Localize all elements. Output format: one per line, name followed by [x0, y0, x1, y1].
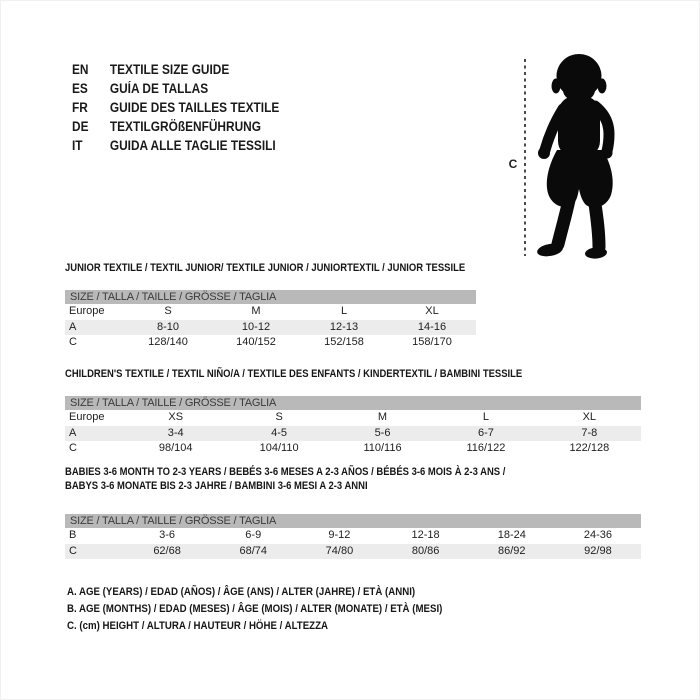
cell: 6-9	[245, 529, 262, 541]
cell: 62/68	[153, 544, 181, 557]
language-code: FR	[72, 100, 88, 115]
table-size-header: SIZE / TALLA / TAILLE / GRÖSSE / TAGLIA	[65, 514, 641, 528]
cell: M	[251, 305, 261, 317]
table-row	[65, 335, 476, 351]
language-label: TEXTILGRÖßENFÜHRUNG	[109, 119, 261, 134]
language-row	[72, 60, 279, 79]
cell: L	[340, 305, 348, 317]
cell: 98/104	[158, 442, 193, 454]
cell: 9-12	[328, 529, 351, 541]
cell: 14-16	[417, 320, 447, 333]
cell: 74/80	[325, 544, 354, 557]
cell: 128/140	[148, 336, 188, 348]
legend	[67, 584, 494, 635]
language-row	[72, 79, 279, 98]
cell: 110/116	[363, 442, 402, 454]
cell: XS	[168, 411, 184, 423]
table-title-line2: BABYS 3-6 MONATE BIS 2-3 JAHRE / BAMBINI 3-6 MESI A 2-3 ANNI	[65, 480, 368, 492]
language-list	[72, 60, 308, 155]
cell: 8-10	[156, 320, 180, 333]
language-code: ES	[72, 81, 88, 96]
row-label: C	[69, 336, 77, 348]
cell: 158/170	[412, 336, 452, 348]
row-label: B	[69, 529, 77, 541]
table-row	[65, 304, 476, 320]
cell: 68/74	[239, 544, 268, 557]
cell: 3-6	[159, 529, 176, 541]
table-row	[65, 441, 641, 457]
language-label: GUIDE DES TAILLES TEXTILE	[109, 100, 280, 115]
cell: XL	[582, 411, 597, 423]
row-label: Europe	[69, 305, 105, 317]
table-size-header: SIZE / TALLA / TAILLE / GRÖSSE / TAGLIA	[65, 290, 476, 304]
cell: S	[275, 411, 283, 423]
cell: M	[377, 411, 388, 423]
cell: S	[164, 305, 172, 317]
cell: 122/128	[569, 442, 610, 454]
table-title: CHILDREN'S TEXTILE / TEXTIL NIÑO/A / TEXTILE DES ENFANTS / KINDERTEXTIL / BAMBINI TESSILE	[65, 368, 523, 380]
language-row	[72, 117, 279, 136]
cell: 152/158	[324, 336, 364, 348]
language-code: EN	[72, 62, 89, 77]
table-row	[65, 426, 641, 442]
legend-line-a: A. AGE (YEARS) / EDAD (AÑOS) / ÂGE (ANS) / ALTER (JAHRE) / ETÀ (ANNI)	[67, 586, 416, 598]
cell: 10-12	[241, 320, 271, 333]
cell: 12-18	[411, 529, 440, 541]
cell: 92/98	[584, 544, 612, 557]
cell: 140/152	[236, 336, 276, 348]
table-row	[65, 544, 641, 560]
babies-textile-section	[65, 465, 641, 559]
table-title-line1: BABIES 3-6 MONTH TO 2-3 YEARS / BEBÉS 3-6 MESES A 2-3 AÑOS / BÉBÉS 3-6 MOIS À 2-3 ANS /	[65, 466, 506, 478]
cell: L	[482, 411, 489, 423]
junior-textile-section	[65, 261, 476, 351]
cell: 4-5	[271, 426, 288, 439]
row-label: A	[69, 426, 77, 439]
table-title: JUNIOR TEXTILE / TEXTIL JUNIOR/ TEXTILE JUNIOR / JUNIORTEXTIL / JUNIOR TESSILE	[65, 262, 466, 274]
table-size-header: SIZE / TALLA / TAILLE / GRÖSSE / TAGLIA	[65, 396, 641, 410]
cell: 18-24	[497, 529, 526, 541]
legend-line-b: B. AGE (MONTHS) / EDAD (MESES) / ÂGE (MOIS) / ALTER (MONATE) / ETÀ (MESI)	[67, 603, 443, 615]
cell: 80/86	[411, 544, 440, 557]
row-label: Europe	[69, 411, 105, 423]
language-label: GUIDA ALLE TAGLIE TESSILI	[109, 138, 276, 153]
cell: 24-36	[583, 529, 613, 541]
cell: 5-6	[374, 426, 391, 439]
cell: 6-7	[477, 426, 494, 439]
cell: 12-13	[329, 320, 359, 333]
measure-c-label: C	[508, 157, 518, 171]
height-measure-dotted-line	[524, 59, 526, 256]
language-code: IT	[72, 138, 83, 153]
cell: 104/110	[259, 442, 299, 454]
table-row	[65, 528, 641, 544]
cell: XL	[425, 305, 439, 317]
table-row	[65, 320, 476, 336]
row-label: C	[69, 544, 77, 557]
baby-silhouette-icon	[533, 54, 625, 265]
children-textile-section	[65, 367, 641, 457]
language-row	[72, 98, 279, 117]
cell: 86/92	[498, 544, 526, 557]
language-label: GUÍA DE TALLAS	[109, 81, 209, 96]
cell: 3-4	[167, 426, 184, 439]
table-row	[65, 410, 641, 426]
cell: 116/122	[466, 442, 506, 454]
language-row	[72, 136, 279, 155]
row-label: C	[69, 442, 77, 454]
legend-line-c: C. (cm) HEIGHT / ALTURA / HAUTEUR / HÖHE / ALTEZZA	[67, 620, 329, 632]
row-label: A	[69, 320, 77, 333]
language-label: TEXTILE SIZE GUIDE	[109, 62, 230, 77]
language-code: DE	[72, 119, 89, 134]
cell: 7-8	[581, 426, 598, 439]
